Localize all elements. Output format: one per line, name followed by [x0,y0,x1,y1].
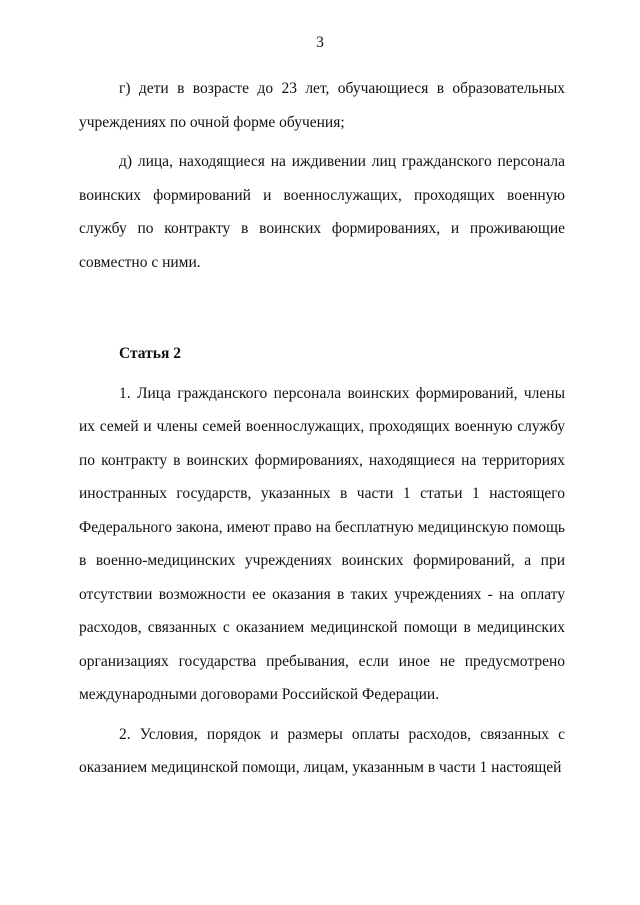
article-heading: Статья 2 [119,345,181,362]
document-body [79,72,565,785]
page-number: 3 [316,34,324,51]
paragraph-item-g: г) дети в возрасте до 23 лет, обучающиеся в образовательных учреждениях по очной форме обучения; [79,80,565,131]
article-paragraph-1: 1. Лица гражданского персонала воинских формирований, члены их семей и члены семей военнослужащих, проходящих военную службу по контракту в воинских формированиях, находящиеся на территориях иностранных государств, указанных в части 1 статьи 1 настоящего Федерального закона, имеют право на бесплатную медицинскую помощь в военно-медицинских учреждениях воинских формирований, а при отсутствии возможности ее оказания в таких учреждениях - на оплату расходов, связанных с оказанием медицинской помощи в медицинских организациях государства пребывания, если иное не предусмотрено международными договорами Российской Федерации. [79,384,565,703]
paragraph-item-d: д) лица, находящиеся на иждивении лиц гражданского персонала воинских формирований и военнослужащих, проходящих военную службу по контракту в воинских формированиях, и проживающие совместно с ними. [79,153,565,271]
article-paragraph-2: 2. Условия, порядок и размеры оплаты расходов, связанных с оказанием медицинской помощи, лицам, указанным в части 1 настоящей [79,725,565,776]
